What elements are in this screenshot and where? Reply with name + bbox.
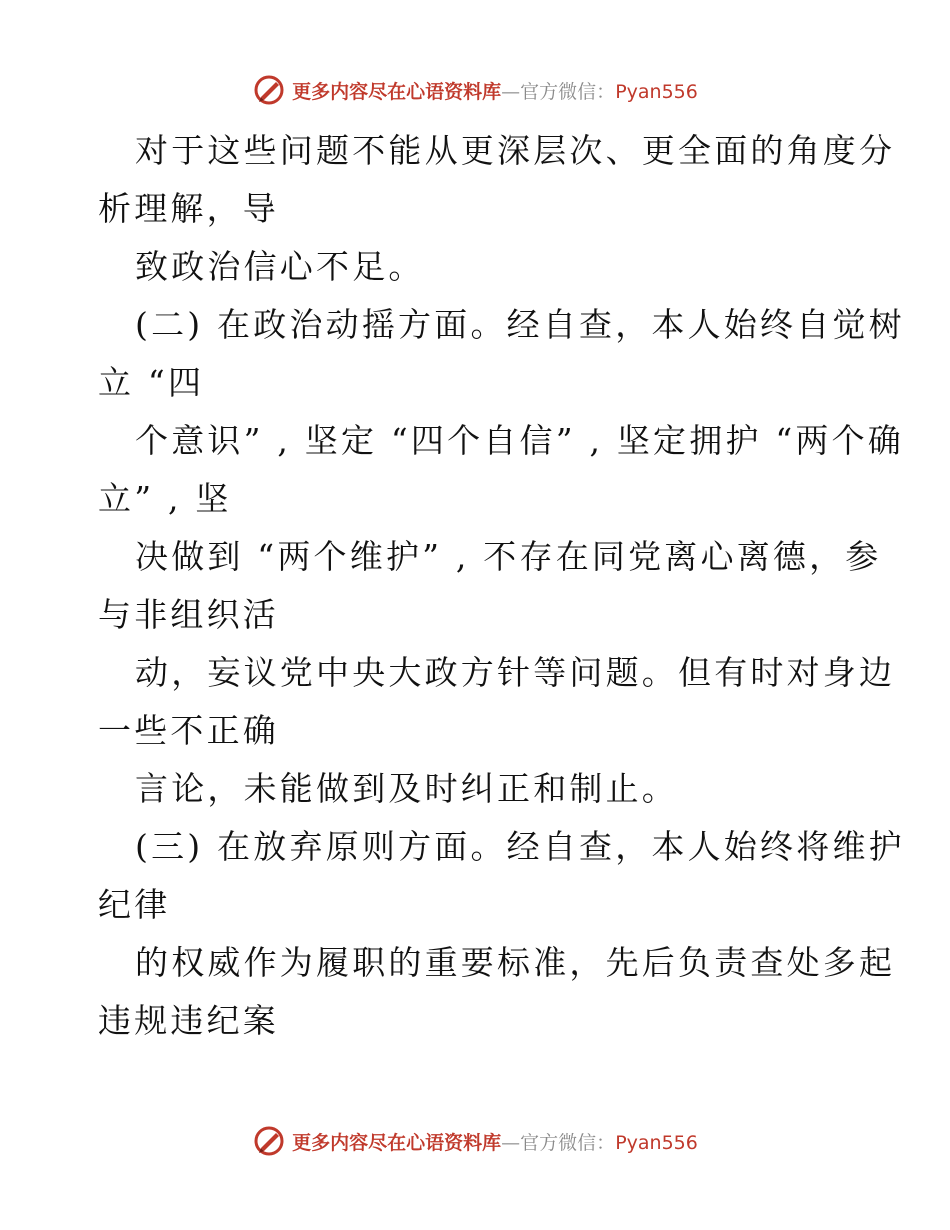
pen-logo-icon xyxy=(252,1124,286,1158)
section-heading-line: (三) 在放弃原则方面。经自查，本人始终将维护 xyxy=(135,827,905,866)
body-line: 言论，未能做到及时纠正和制止。 xyxy=(135,769,678,808)
body-line: 致政治信心不足。 xyxy=(135,247,425,286)
watermark-site: 更多内容尽在心语资料库 xyxy=(292,1131,502,1154)
watermark-label: 官方微信： xyxy=(520,80,616,103)
body-line: 违规违纪案 xyxy=(98,1001,279,1040)
body-line: 对于这些问题不能从更深层次、更全面的角度分 xyxy=(135,131,896,170)
body-line: 个意识” , 坚定 “四个自信” , 坚定拥护 “两个确 xyxy=(135,421,905,460)
watermark-wechat-id: Pyan556 xyxy=(615,1131,698,1154)
footer-watermark xyxy=(0,1121,950,1161)
body-line: 决做到 “两个维护” , 不存在同党离心离德，参 xyxy=(135,537,882,576)
body-line: 动，妄议党中央大政方针等问题。但有时对身边 xyxy=(135,653,896,692)
body-line: 一些不正确 xyxy=(98,711,279,750)
watermark-label: 官方微信： xyxy=(520,1131,616,1154)
watermark-text xyxy=(292,1128,698,1155)
body-line: 立 “四 xyxy=(98,363,205,402)
pen-logo-icon xyxy=(252,73,286,107)
document-body xyxy=(98,122,905,1050)
watermark-wechat-id: Pyan556 xyxy=(615,80,698,103)
watermark-site: 更多内容尽在心语资料库 xyxy=(292,80,502,103)
body-line: 的权威作为履职的重要标准，先后负责查处多起 xyxy=(135,943,896,982)
body-line: 纪律 xyxy=(98,885,171,924)
body-line: 立” , 坚 xyxy=(98,479,232,518)
section-heading-line: (二) 在政治动摇方面。经自查，本人始终自觉树 xyxy=(135,305,905,344)
watermark-dash: — xyxy=(501,80,521,103)
header-watermark xyxy=(0,70,950,110)
body-line: 析理解，导 xyxy=(98,189,279,228)
watermark-dash: — xyxy=(501,1131,521,1154)
watermark-text xyxy=(292,77,698,104)
body-line: 与非组织活 xyxy=(98,595,279,634)
